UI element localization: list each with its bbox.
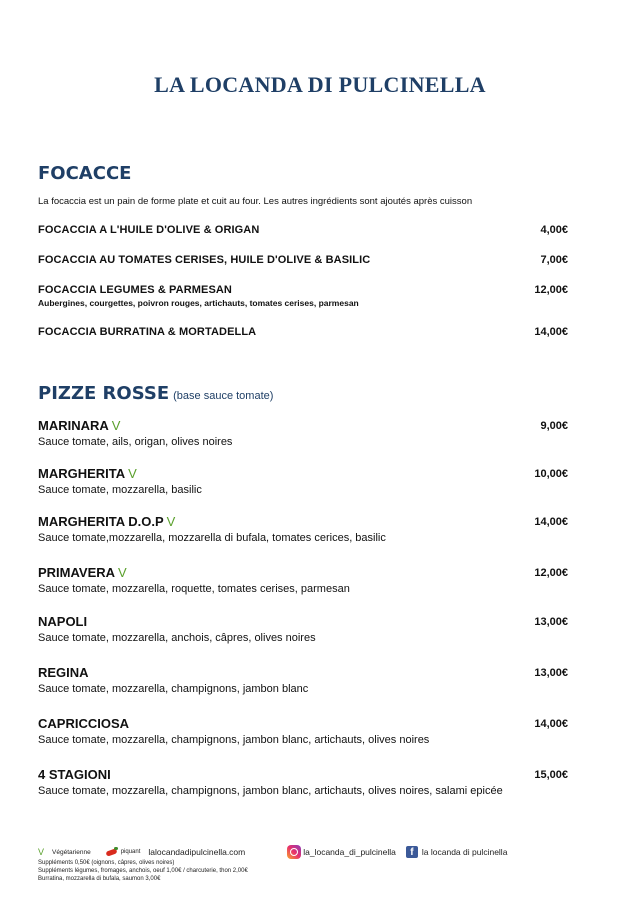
focaccia-item xyxy=(38,284,568,308)
item-name: MARGHERITA D.O.P xyxy=(38,514,164,529)
item-price: 10,00€ xyxy=(534,468,568,480)
item-name: MARGHERITA xyxy=(38,466,126,481)
item-name: FOCACCIA LEGUMES & PARMESAN xyxy=(38,284,232,296)
facebook-icon[interactable]: f xyxy=(406,846,418,858)
item-name: NAPOLI xyxy=(38,614,88,629)
vegetarian-icon: V xyxy=(118,565,127,580)
facebook-handle[interactable]: la locanda di pulcinella xyxy=(421,847,508,857)
item-description: Sauce tomate, mozzarella, champignons, jambon blanc, artichauts, olives noires, salami epicée xyxy=(38,785,503,797)
focaccia-item xyxy=(38,254,568,266)
supplement-note: Suppléments légumes, fromages, anchois, oeuf 1,00€ / charcuterie, thon 2,00€ xyxy=(38,868,248,874)
focaccia-item xyxy=(38,224,568,236)
item-description: Aubergines, courgettes, poivron rouges, artichauts, tomates cerises, parmesan xyxy=(38,298,359,308)
item-description: Sauce tomate, mozzarella, anchois, câpres, olives noires xyxy=(38,632,316,644)
supplement-note: Burratina, mozzarella di bufala, saumon 3,00€ xyxy=(38,876,161,882)
pizza-item xyxy=(38,565,568,595)
supplement-note: Suppléments 0,50€ (oignons, câpres, olives noires) xyxy=(38,860,175,866)
item-name: CAPRICCIOSA xyxy=(38,716,130,731)
item-price: 9,00€ xyxy=(540,420,568,432)
footer xyxy=(38,845,598,883)
chili-icon xyxy=(105,847,119,857)
pizza-item xyxy=(38,418,568,448)
item-description: Sauce tomate,mozzarella, mozzarella di bufala, tomates cerices, basilic xyxy=(38,532,386,544)
pizza-item xyxy=(38,767,568,797)
instagram-icon[interactable] xyxy=(287,845,301,859)
item-description: Sauce tomate, mozzarella, champignons, jambon blanc, artichauts, olives noires xyxy=(38,734,430,746)
item-price: 14,00€ xyxy=(534,516,568,528)
item-price: 12,00€ xyxy=(534,567,568,579)
page-title: LA LOCANDA DI PULCINELLA xyxy=(154,72,486,97)
item-price: 13,00€ xyxy=(534,616,568,628)
focaccia-item xyxy=(38,326,568,338)
pizze-subheading: (base sauce tomate) xyxy=(173,390,274,402)
item-description: Sauce tomate, mozzarella, basilic xyxy=(38,484,202,496)
item-name: REGINA xyxy=(38,665,89,680)
instagram-handle[interactable]: la_locanda_di_pulcinella xyxy=(303,847,396,857)
focacce-heading-text: FOCACCE xyxy=(38,163,132,184)
pizze-heading xyxy=(38,383,273,404)
pizza-item xyxy=(38,665,568,695)
vegetarian-icon: V xyxy=(111,418,121,433)
spicy-label: piquant xyxy=(120,849,141,855)
item-name: PRIMAVERA xyxy=(38,565,116,580)
vegetarian-icon: V xyxy=(38,847,45,857)
focacce-intro: La focaccia est un pain de forme plate et cuit au four. Les autres ingrédients sont ajoutés après cuisson xyxy=(38,196,473,207)
item-price: 7,00€ xyxy=(540,254,568,266)
website-link[interactable]: lalocandadipulcinella.com xyxy=(148,847,246,857)
item-price: 14,00€ xyxy=(534,326,568,338)
pizze-heading-text: PIZZE ROSSE xyxy=(38,383,170,404)
item-name: FOCACCIA A L'HUILE D'OLIVE & ORIGAN xyxy=(38,224,260,236)
vegetarian-icon: V xyxy=(128,466,137,481)
item-name: 4 STAGIONI xyxy=(38,767,111,782)
footer-legend xyxy=(38,845,598,859)
item-description: Sauce tomate, mozzarella, roquette, tomates cerises, parmesan xyxy=(38,583,350,595)
pizza-item xyxy=(38,466,568,496)
item-description: Sauce tomate, mozzarella, champignons, jambon blanc xyxy=(38,683,309,695)
pizza-item xyxy=(38,614,568,644)
item-name: FOCACCIA AU TOMATES CERISES, HUILE D'OLIVE & BASILIC xyxy=(38,254,371,266)
item-name: FOCACCIA BURRATINA & MORTADELLA xyxy=(38,326,257,338)
vegetarian-label: Végétarienne xyxy=(52,848,91,856)
item-name: MARINARA xyxy=(38,418,109,433)
pizza-item xyxy=(38,514,568,544)
item-price: 4,00€ xyxy=(540,224,568,236)
item-price: 13,00€ xyxy=(534,667,568,679)
pizza-item xyxy=(38,716,568,746)
item-price: 14,00€ xyxy=(534,718,568,730)
item-price: 12,00€ xyxy=(534,284,568,296)
focacce-heading xyxy=(38,163,131,184)
item-description: Sauce tomate, ails, origan, olives noires xyxy=(38,436,233,448)
item-price: 15,00€ xyxy=(534,769,568,781)
vegetarian-icon: V xyxy=(166,514,176,529)
